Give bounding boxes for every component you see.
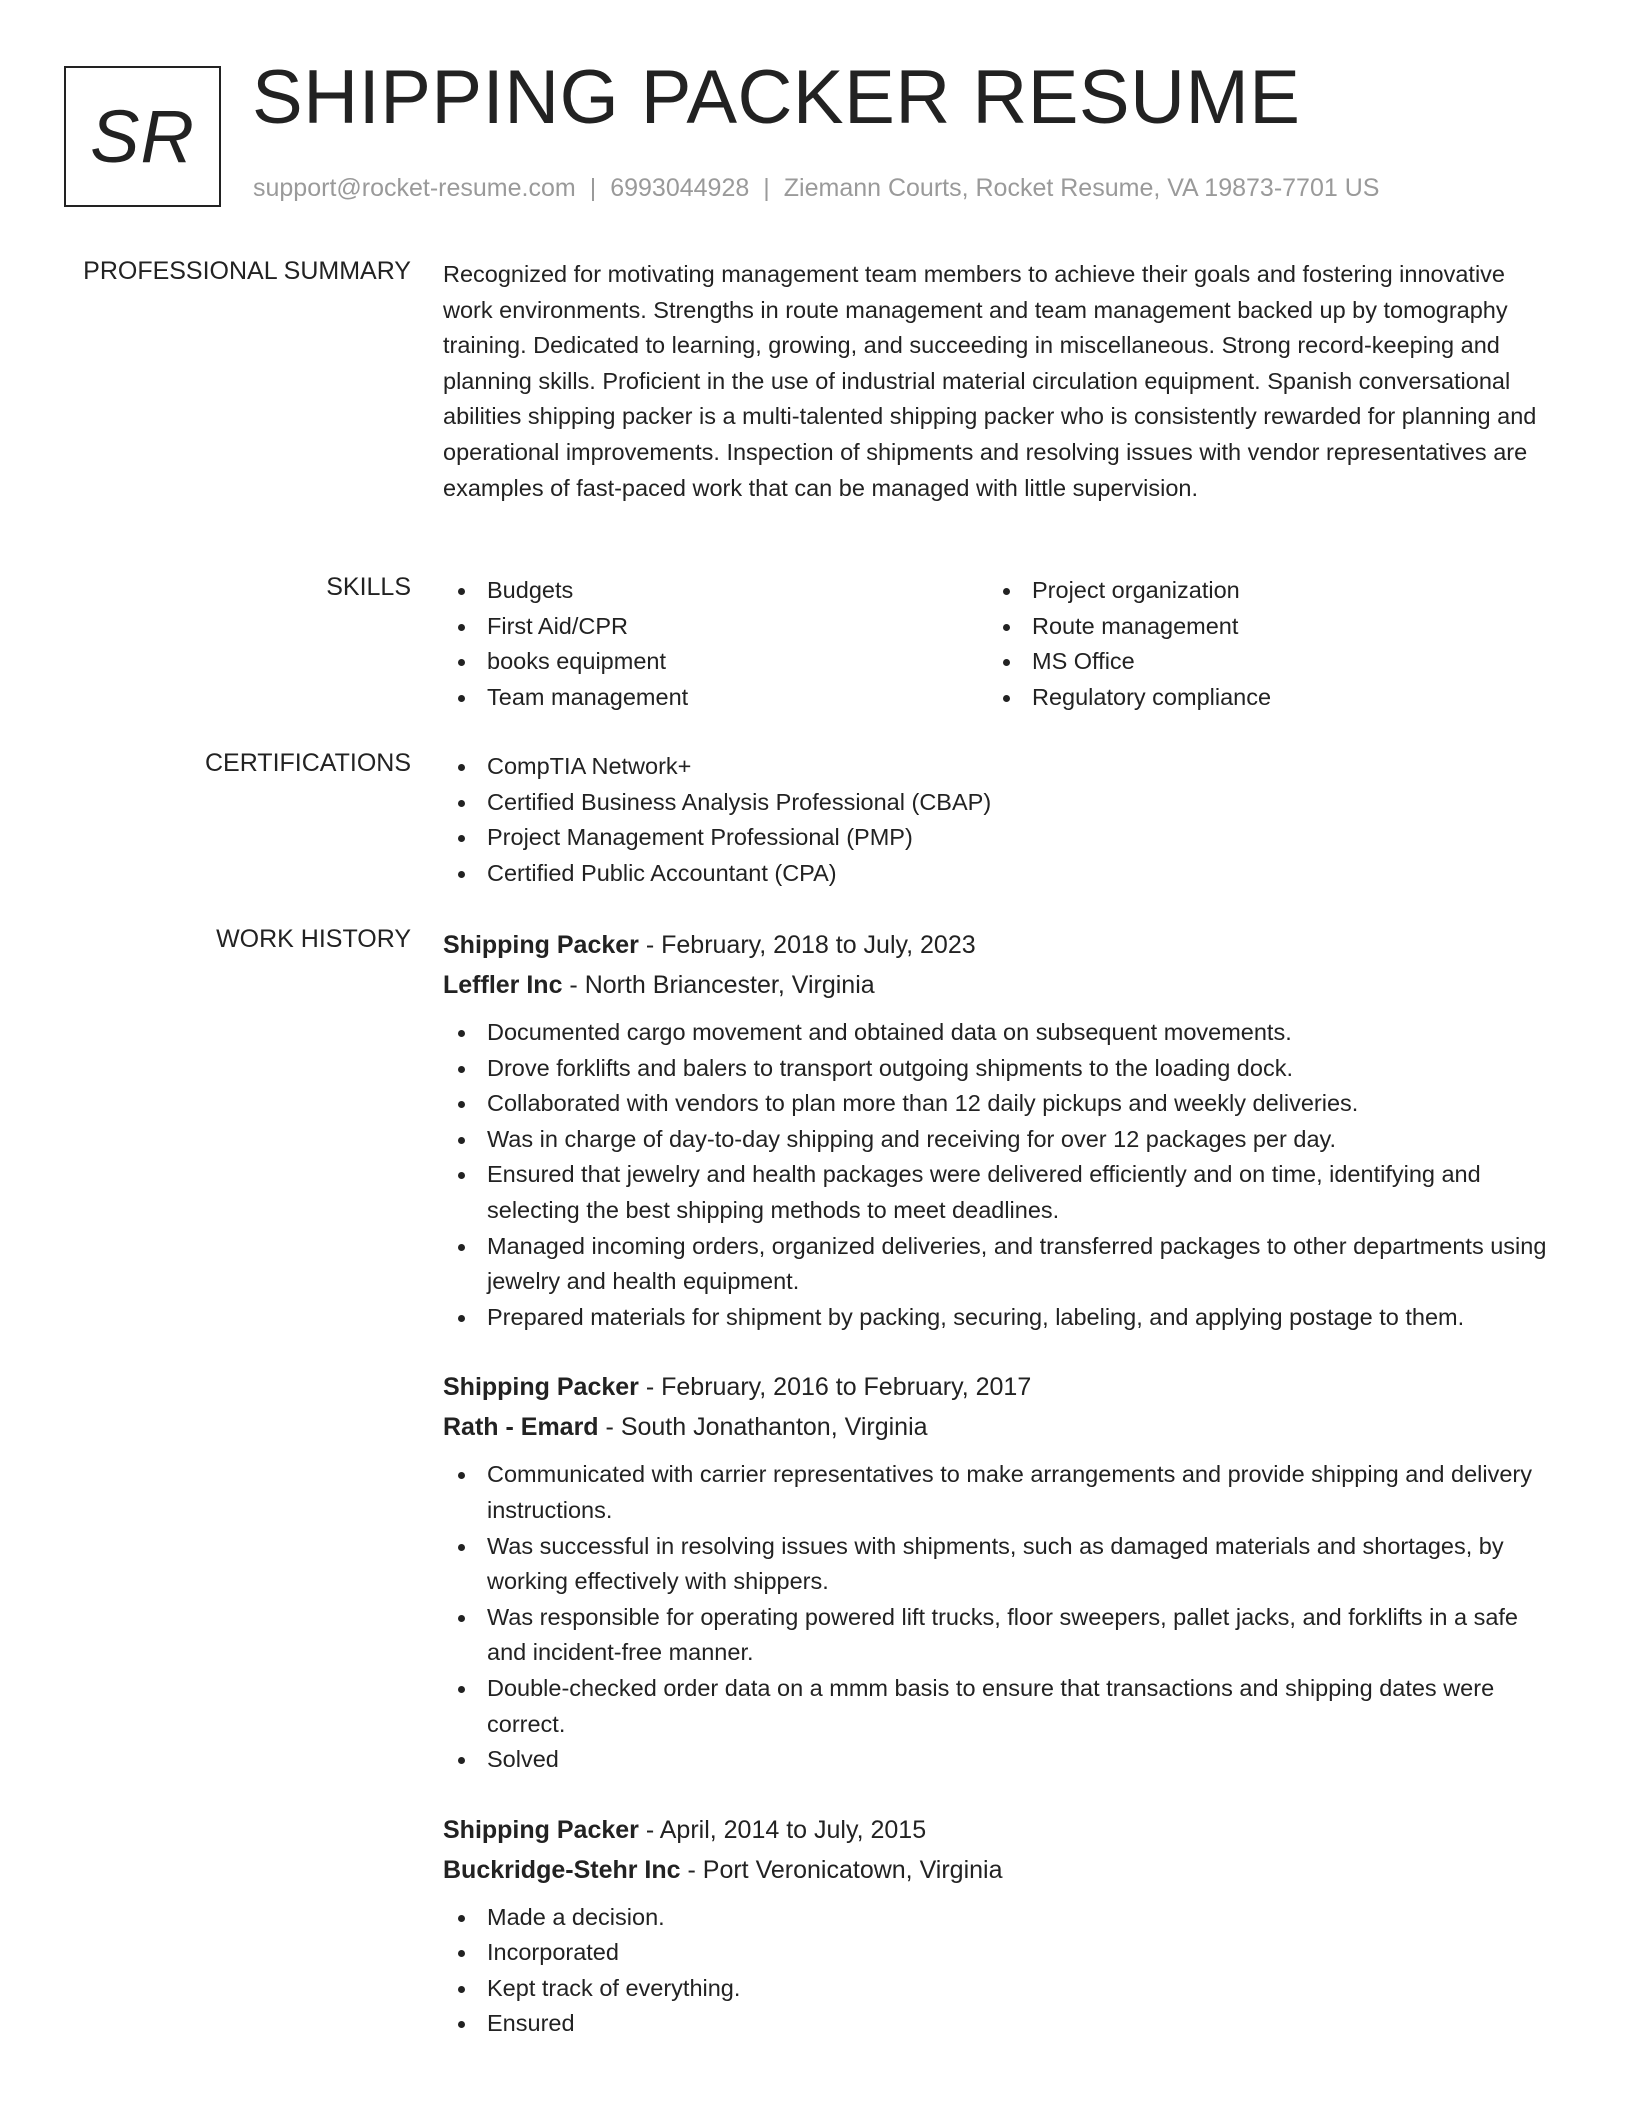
job-bullet: Prepared materials for shipment by packing, securing, labeling, and applying postage to them.: [443, 1300, 1558, 1336]
certifications-list: [443, 749, 1558, 891]
certification-item: Certified Business Analysis Professional (CBAP): [443, 785, 1558, 821]
skills-grid: [443, 573, 1558, 715]
contact-separator: |: [763, 174, 770, 202]
resume-title: SHIPPING PACKER RESUME: [252, 55, 1301, 140]
certification-item: Certified Public Accountant (CPA): [443, 856, 1558, 892]
job-bullet: Communicated with carrier representatives to make arrangements and provide shipping and delivery instructions.: [443, 1457, 1558, 1528]
job-bullet: Collaborated with vendors to plan more than 12 daily pickups and weekly deliveries.: [443, 1086, 1558, 1122]
monogram-text: SR: [90, 95, 195, 178]
job-bullet: Managed incoming orders, organized deliveries, and transferred packages to other departments using jewelry and health equipment.: [443, 1229, 1558, 1300]
monogram-badge: [64, 66, 221, 207]
skill-item: Regulatory compliance: [988, 680, 1533, 716]
job-company-line: Rath - Emard - South Jonathanton, Virginia: [443, 1413, 928, 1442]
job-title-line: Shipping Packer - April, 2014 to July, 2015: [443, 1815, 927, 1844]
job-title-line: Shipping Packer - February, 2018 to July, 2023: [443, 931, 976, 959]
skill-item: books equipment: [443, 644, 988, 680]
skills-column-2: [988, 573, 1533, 715]
job-location: Port Veronicatown, Virginia: [702, 1855, 1003, 1884]
job-title: Shipping Packer: [443, 1815, 639, 1844]
job-company: Rath - Emard: [443, 1413, 599, 1442]
job-bullet: Ensured that jewelry and health packages were delivered efficiently and on time, identifying and selecting the best shipping methods to meet deadlines.: [443, 1157, 1558, 1228]
job-location: South Jonathanton, Virginia: [620, 1413, 928, 1442]
job-bullet: Was in charge of day-to-day shipping and receiving for over 12 packages per day.: [443, 1122, 1558, 1158]
job-bullet: Documented cargo movement and obtained data on subsequent movements.: [443, 1015, 1558, 1051]
job-title: Shipping Packer: [443, 931, 639, 959]
job-company: Leffler Inc: [443, 971, 563, 999]
job-company: Buckridge-Stehr Inc: [443, 1855, 681, 1884]
job-dates: February, 2016 to February, 2017: [661, 1373, 1032, 1402]
contact-phone[interactable]: 6993044928: [610, 174, 750, 202]
job-entry: [443, 1367, 1558, 1777]
job-entry: [443, 925, 1558, 1335]
job-bullets: [443, 1457, 1558, 1777]
skills-label: SKILLS: [326, 573, 411, 601]
job-title-line: Shipping Packer - February, 2016 to February, 2017: [443, 1373, 1032, 1402]
job-entry: [443, 1810, 1558, 2042]
job-bullet: Ensured: [443, 2006, 1558, 2042]
job-bullet: Made a decision.: [443, 1900, 1558, 1936]
skill-item: Team management: [443, 680, 988, 716]
work-history-body: [443, 925, 1558, 2074]
job-company-line: Buckridge-Stehr Inc - Port Veronicatown, Virginia: [443, 1855, 1003, 1884]
job-title: Shipping Packer: [443, 1373, 639, 1402]
contact-email[interactable]: support@rocket-resume.com: [253, 174, 576, 202]
summary-text: Recognized for motivating management team members to achieve their goals and fostering innovative work environments. Strengths in route management and team management backed up by tomography training. Dedicated to learning, growing, and succeeding in miscellaneous. Strong record-keeping and planning skills. Proficient in the use of industrial material circulation equipment. Spanish conversational abilities shipping packer is a multi-talented shipping packer who is consistently rewarded for planning and operational improvements. Inspection of shipments and resolving issues with vendor representatives are examples of fast-paced work that can be managed with little supervision.: [443, 261, 1537, 501]
skill-item: Project organization: [988, 573, 1533, 609]
certification-item: CompTIA Network+: [443, 749, 1558, 785]
skill-item: MS Office: [988, 644, 1533, 680]
job-bullet: Solved: [443, 1742, 1558, 1778]
job-bullets: [443, 1015, 1558, 1335]
job-location: North Briancester, Virginia: [584, 971, 875, 999]
job-bullet: Drove forklifts and balers to transport outgoing shipments to the loading dock.: [443, 1051, 1558, 1087]
job-dates: February, 2018 to July, 2023: [661, 931, 976, 959]
work-history-label: WORK HISTORY: [216, 925, 411, 953]
certifications-body: [443, 749, 1558, 891]
contact-address: Ziemann Courts, Rocket Resume, VA 19873-7701 US: [783, 174, 1380, 202]
skill-item: Route management: [988, 609, 1533, 645]
certification-item: Project Management Professional (PMP): [443, 820, 1558, 856]
job-dates: April, 2014 to July, 2015: [659, 1815, 927, 1844]
certifications-label: CERTIFICATIONS: [204, 749, 411, 777]
job-bullet: Incorporated: [443, 1935, 1558, 1971]
contact-separator: |: [589, 174, 597, 202]
job-bullet: Kept track of everything.: [443, 1971, 1558, 2007]
job-bullet: Was responsible for operating powered lift trucks, floor sweepers, pallet jacks, and forklifts in a safe and incident-free manner.: [443, 1600, 1558, 1671]
job-bullets: [443, 1900, 1558, 2042]
skill-item: First Aid/CPR: [443, 609, 988, 645]
summary-label: PROFESSIONAL SUMMARY: [83, 257, 411, 285]
job-bullet: Was successful in resolving issues with shipments, such as damaged materials and shortages, by working effectively with shippers.: [443, 1529, 1558, 1600]
job-bullet: Double-checked order data on a mmm basis to ensure that transactions and shipping dates were correct.: [443, 1671, 1558, 1742]
skill-item: Budgets: [443, 573, 988, 609]
contact-line: [253, 174, 1379, 203]
skills-column-1: [443, 573, 988, 715]
job-company-line: Leffler Inc - North Briancester, Virginia: [443, 971, 875, 999]
